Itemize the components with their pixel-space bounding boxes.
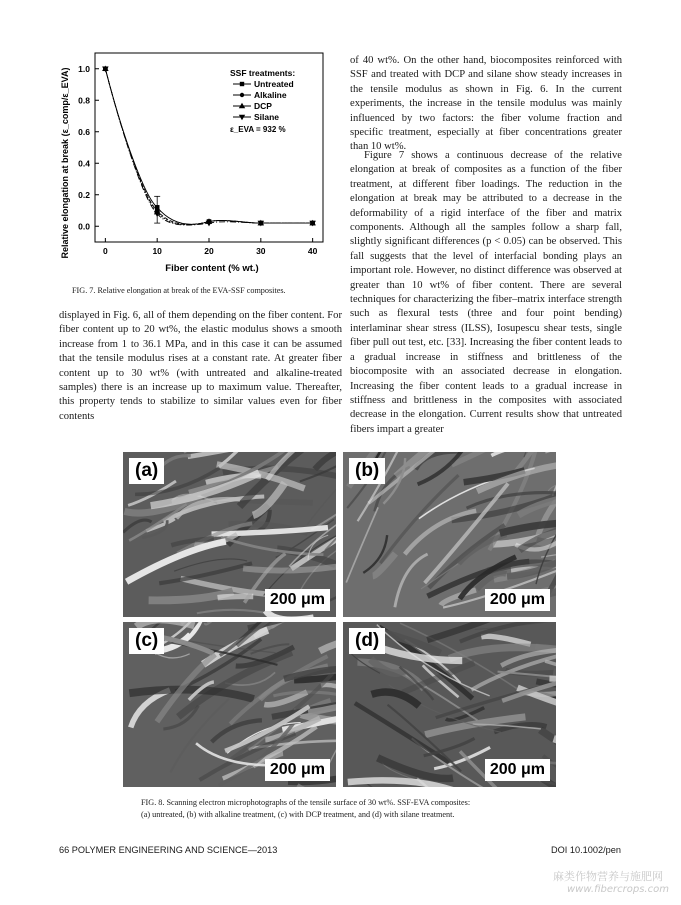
legend-marker-dcp	[239, 103, 245, 108]
x-tick-label: 30	[256, 246, 266, 256]
y-tick-label: 1.0	[78, 63, 90, 74]
sem-panel-a	[123, 452, 336, 617]
figure-7-chart	[55, 45, 340, 280]
legend-marker-untreated	[240, 82, 244, 86]
figure-8-caption-line-2: (a) untreated, (b) with alkaline treatment, (c) with DCP treatment, and (d) with silane treatment.	[141, 810, 455, 819]
x-tick-label: 10	[152, 246, 162, 256]
y-tick-label: 0.8	[78, 95, 90, 106]
x-tick-label: 20	[204, 246, 214, 256]
sem-panel-b	[343, 452, 556, 617]
legend-label-alkaline: Alkaline	[254, 90, 287, 100]
watermark-cn: 麻类作物营养与施肥网	[553, 870, 663, 883]
watermark-url: www.fibercrops.com	[567, 884, 669, 895]
data-point-silane	[309, 221, 316, 227]
x-tick-label: 0	[102, 246, 108, 256]
y-tick-label: 0.2	[78, 189, 90, 200]
panel-label-d: (d)	[349, 628, 385, 654]
chart-legend	[230, 68, 295, 134]
panel-label-c: (c)	[129, 628, 164, 654]
panel-label-b: (b)	[349, 458, 385, 484]
right-column-paragraph-1: of 40 wt%. On the other hand, biocomposites reinforced with SSF and treated with DCP and silane show steady increases in the tensile modulus as shown in Fig. 6. In the current experiments, the increase in the tensile modulus was mainly influenced by two factors: the fiber volume fraction and specific treatment, especially at fiber concentrations greater than 10 wt%.	[350, 55, 622, 153]
legend-marker-silane	[239, 115, 245, 120]
scale-bar-a: 200 μm	[265, 589, 330, 611]
scale-bar-d: 200 μm	[485, 759, 550, 781]
sem-panel-c	[123, 622, 336, 787]
legend-label-dcp: DCP	[254, 101, 272, 111]
chart-y-axis-label: Relative elongation at break (ε_comp/ε_EVA)	[60, 67, 70, 259]
footer-doi: DOI 10.1002/pen	[551, 845, 621, 855]
legend-label-silane: Silane	[254, 112, 280, 122]
data-point-silane	[258, 221, 265, 227]
figure-7-caption: FIG. 7. Relative elongation at break of the EVA-SSF composites.	[72, 286, 286, 295]
data-point-silane	[102, 66, 109, 72]
scale-bar-b: 200 μm	[485, 589, 550, 611]
legend-title: SSF treatments:	[230, 68, 296, 78]
legend-label-untreated: Untreated	[254, 79, 294, 89]
footer-journal: 66 POLYMER ENGINEERING AND SCIENCE—2013	[59, 845, 278, 855]
legend-marker-alkaline	[240, 93, 244, 97]
sem-panel-d	[343, 622, 556, 787]
right-column-paragraph-2: Figure 7 shows a continuous decrease of the relative elongation at break of composites as a function of the fiber treatment, at different fiber loadings. The reduction in the elongation at break may be attributed to a decrease in the deformability of a rigid interface of the fiber and matrix components. Although all the samples follow a sharp fall, slightly significant differences (p < 0.05) can be observed. This fall suggests that the level of interfacial bonding plays an important role. However, no distinct difference was observed at greater than 10 wt% of fiber content. There are several techniques for characterizing the fiber–matrix interface strength such as flexural tests (three and four point bending) interlaminar shear stress (ILSS), Iosupescu shear tests, single fiber pull out test, etc. [33]. Increasing the fiber content leads to a gradual increase in stiffness and brittleness of the biocomposite with an associated decrease in elongation. Increasing the fiber content leads to a gradual increase in stiffness and brittleness in the composites with associated decrease in the elongation. Current results show that untreated fibers impart a greater	[350, 150, 622, 435]
legend-eva-note: ε_EVA = 932 %	[230, 125, 286, 134]
y-tick-label: 0.4	[78, 158, 90, 169]
chart-x-axis-label: Fiber content (% wt.)	[165, 263, 259, 274]
panel-label-a: (a)	[129, 458, 164, 484]
figure-8-caption-line-1: FIG. 8. Scanning electron microphotographs of the tensile surface of 30 wt%. SSF-EVA composites:	[141, 798, 471, 807]
scale-bar-c: 200 μm	[265, 759, 330, 781]
left-column-text: displayed in Fig. 6, all of them depending on the fiber content. For fiber content up to 20 wt%, the elastic modulus shows a smooth increase from 1 to 36.1 MPa, and in this case it can be assumed that the tensile modulus rises at a constant rate. At greater fiber content up to 30 wt% (with untreated and alkaline-treated samples) there is an increase up to maximum value. Thereafter, this property tends to stabilize to similar values even for fiber contents	[59, 310, 342, 422]
y-tick-label: 0.6	[78, 126, 90, 137]
x-tick-label: 40	[307, 246, 318, 256]
y-tick-label: 0.0	[78, 221, 90, 232]
